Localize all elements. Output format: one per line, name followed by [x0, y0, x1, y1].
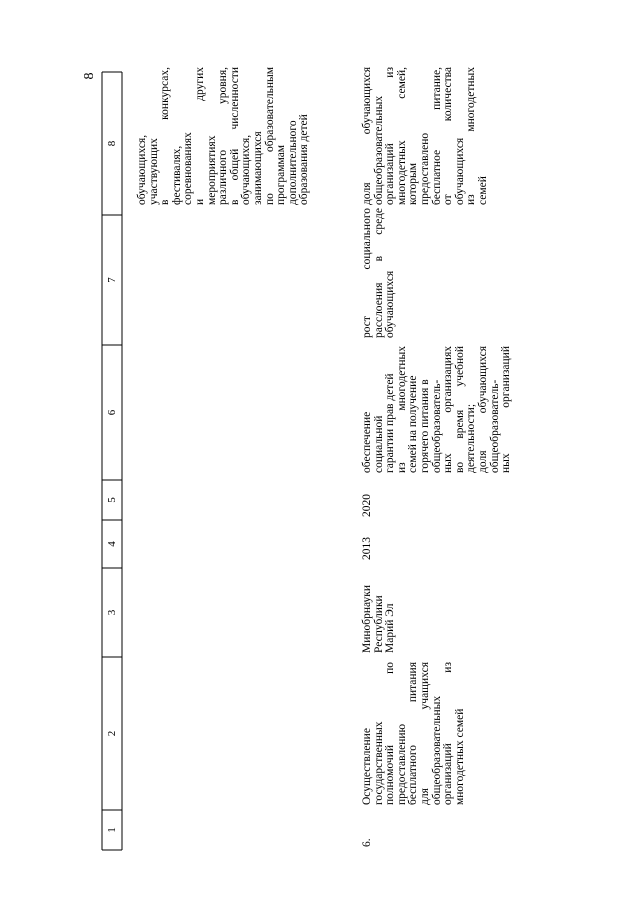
- row-number: 6.: [361, 838, 373, 847]
- col-number: 5: [106, 497, 118, 503]
- row-col6-result: обеспечение социальной гарантии прав детей из многодетных семей на получение горячего питания в общеобразователь- ных организациях во время учебной деятельности; доля обучающихся общеобразователь- ных организаций: [361, 346, 513, 473]
- row-col2-name: Осуществление государственных полномочий по предоставлению бесплатного питания для учащихся общеобразовательных организаций из многодетных семей: [361, 662, 466, 805]
- row-col5-end-year: 2020: [361, 494, 373, 517]
- row-col7-consequences: рост социального расслоения в среде обучающихся: [361, 208, 397, 338]
- col-number: 8: [106, 140, 118, 147]
- col-number: 1: [106, 827, 118, 833]
- col-number: 4: [106, 541, 118, 547]
- col-number: 3: [106, 609, 118, 616]
- col-number: 7: [106, 277, 118, 283]
- col-number: 2: [106, 730, 118, 737]
- row-col8-indicator: доля обучающихся общеобразовательных организаций из многодетных семей, которым предоставлено бесплатное питание, от количества обучающихся из многодетных семей: [361, 67, 489, 205]
- prev-row-col8-text: обучающихся, участвующих в конкурсах, фестивалях, соревнованиях и других мероприятиях различного уровня, в общей численности обучающихся, занимающихся по образовательным программам дополнительного образования детей: [136, 67, 311, 205]
- col-number: 6: [106, 409, 118, 416]
- row-col3-executor: Минобрнауки Республики Марий Эл: [361, 584, 397, 653]
- row-col4-start-year: 2013: [361, 537, 373, 560]
- page-number: 8: [82, 72, 97, 80]
